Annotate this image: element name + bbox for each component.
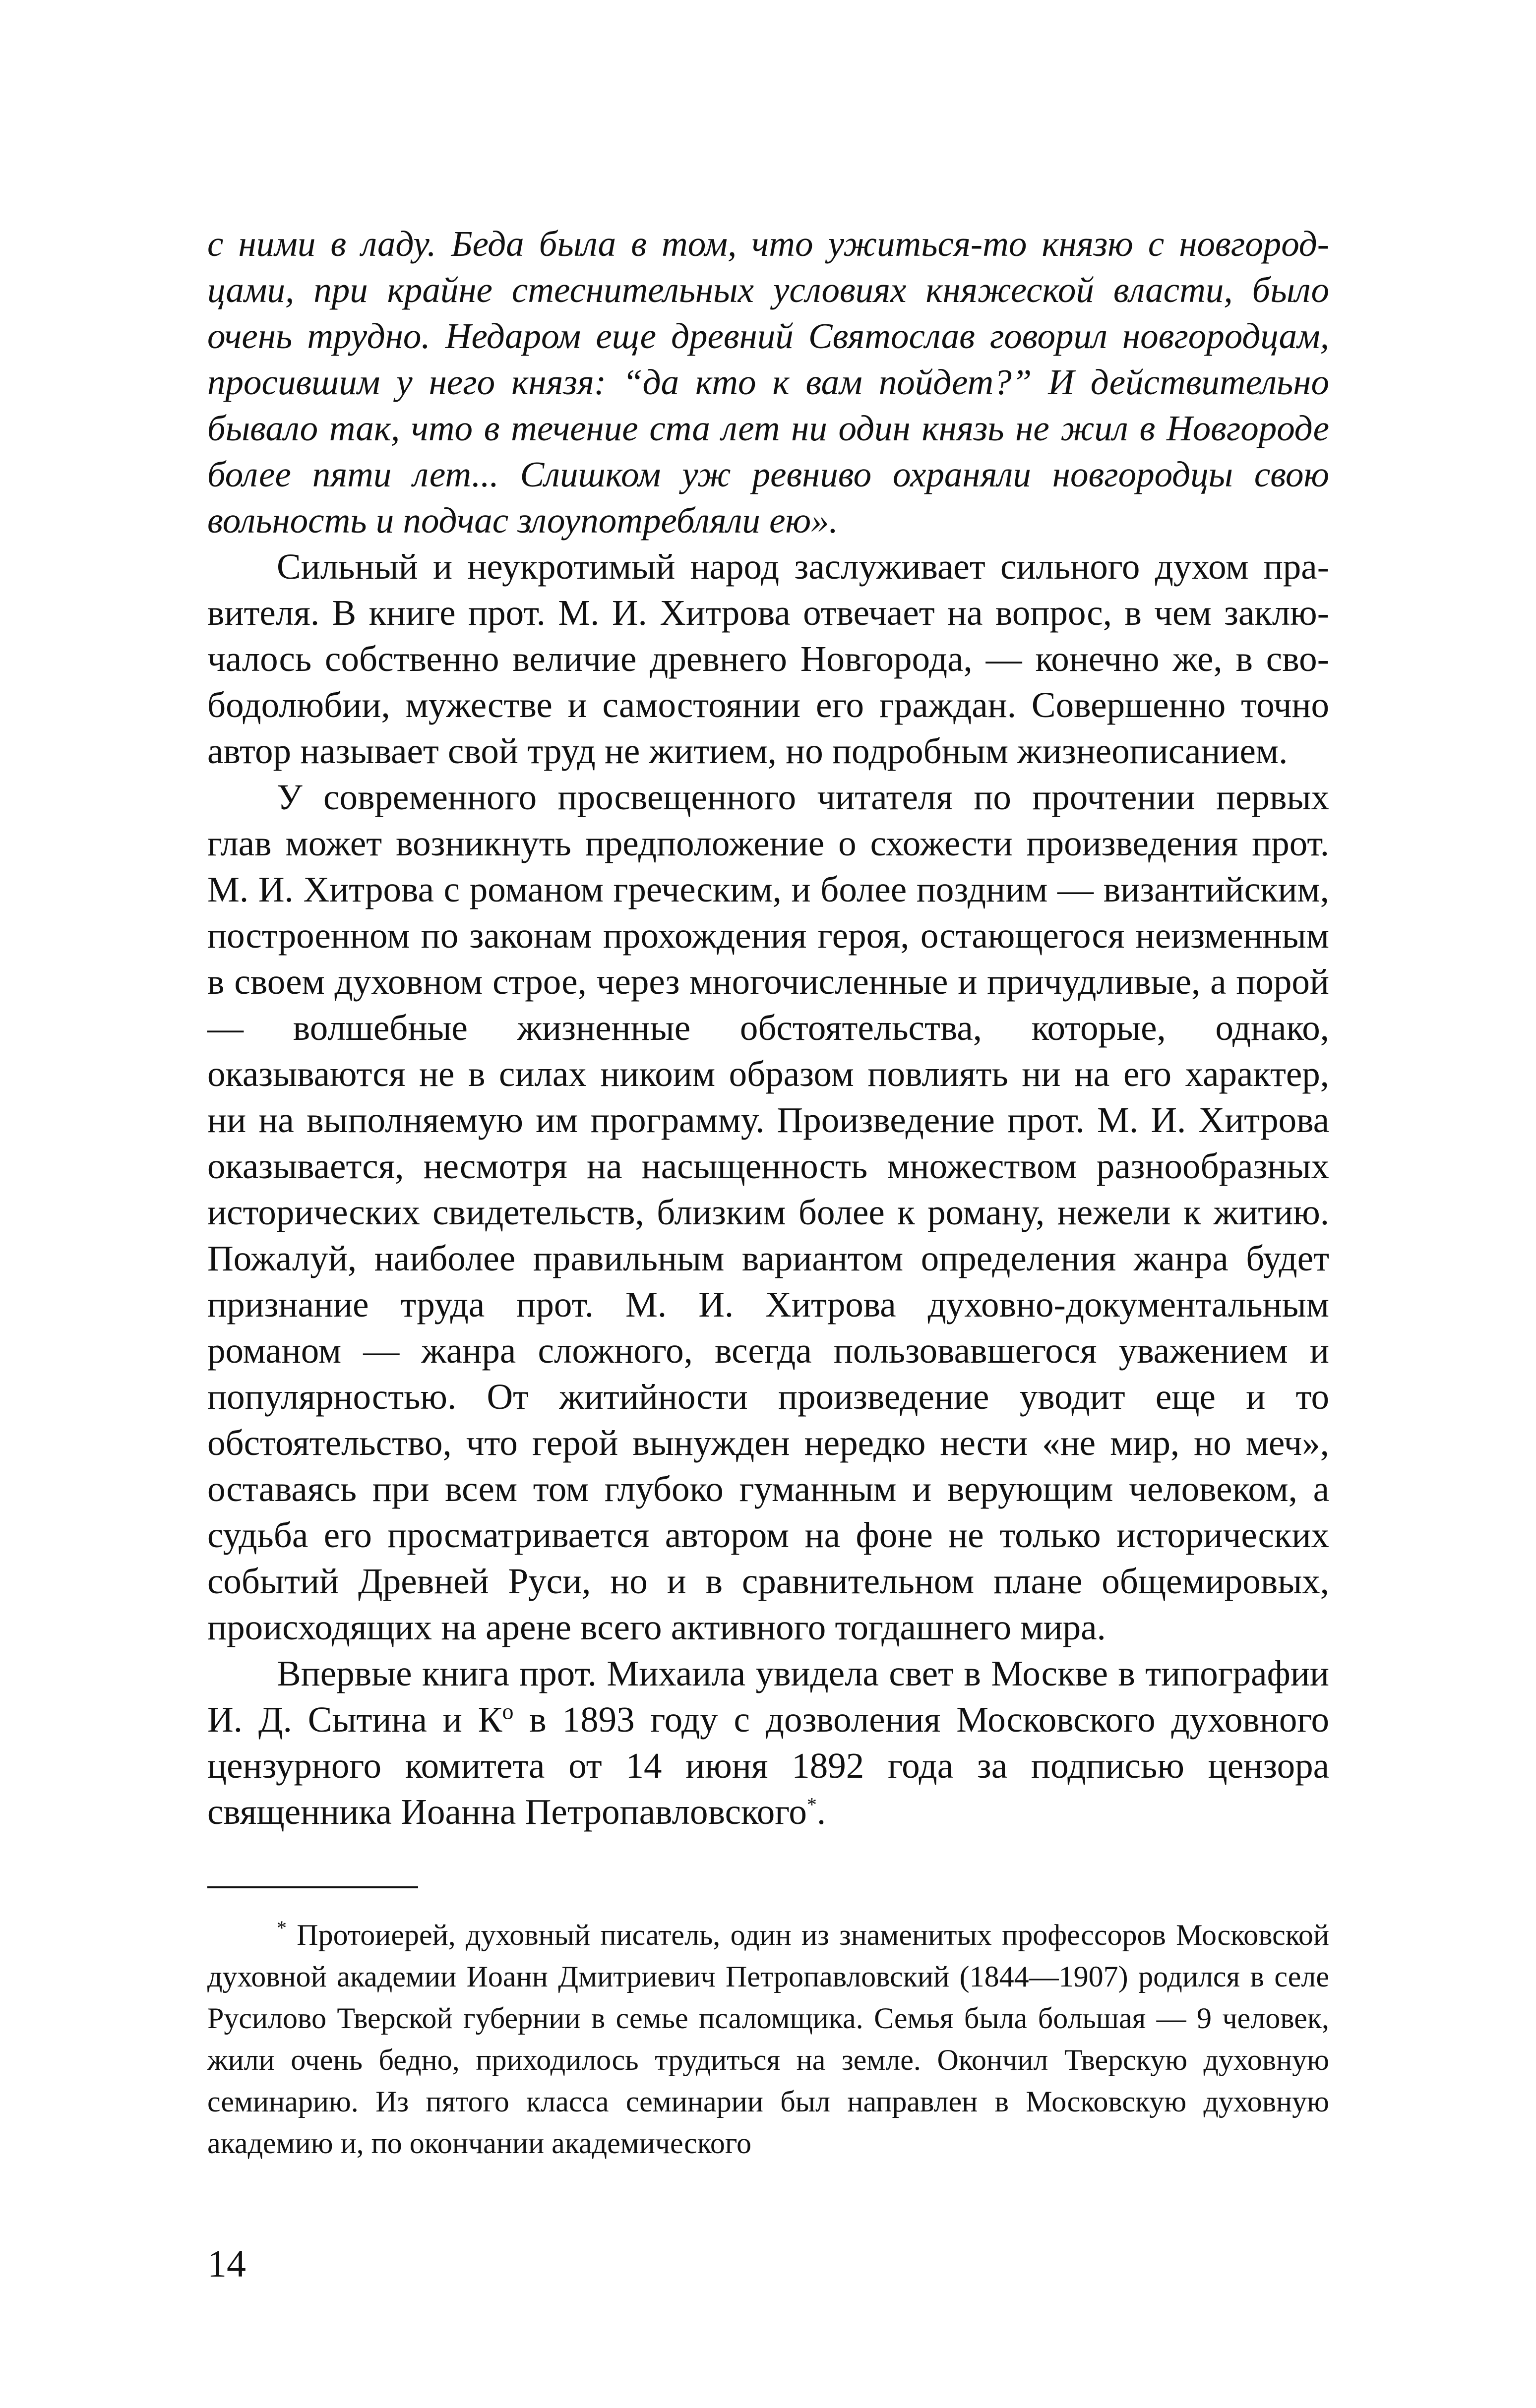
- footnote-marker: *: [277, 1917, 287, 1939]
- footnote: [207, 1914, 1329, 2164]
- paragraph-3-text-a: Впервые книга прот. Михаила увидела свет в Москве в типографии И. Д. Сытина и К: [207, 1653, 1329, 1740]
- page-number: 14: [207, 2242, 246, 2285]
- paragraph-3-text-b: в 1893 году с дозволения Московского духовного цензурного комитета от 14 июня 1892 года за подписью цензора священника Иоанна Петропавловского: [207, 1699, 1330, 1832]
- superscript-o: о: [502, 1698, 514, 1724]
- footnote-text: Протоиерей, духовный писатель, один из знаменитых профессоров Московской духовной академии Иоанн Дмитриевич Петропавловский (1844—1907) родился в селе Русилово Тверской губернии в семье псаломщика. Семья была большая — 9 человек, жили очень бедно, приходилось трудиться на земле. Окончил Тверскую духовную семинарию. Из пятого класса семинарии был направлен в Московскую духовную академию и, по окончании академического: [207, 1919, 1329, 2160]
- paragraph-1: Сильный и неукротимый народ заслуживает сильного духом правителя. В книге прот. М. И. Хитрова отвечает на вопрос, в чем заключалось собственно величие древнего Новгорода, — конечно же, в свободолюбии, мужестве и самостоянии его граждан. Совершенно точно автор называет свой труд не житием, но подробным жизнеописанием.: [207, 546, 1329, 771]
- paragraph-2: У современного просвещенного читателя по прочтении первых глав может возникнуть предположение о схожести произведения прот. М. И. Хитрова с романом греческим, и более поздним — византийским, построенном по законам прохождения героя, остающегося неизменным в своем духовном строе, через многочисленные и причудливые, а порой — волшебные жизненные обстоятельства, которые, однако, оказываются не в силах никоим образом повлиять ни на его характер, ни на выполняемую им программу. Произведение прот. М. И. Хитрова оказывается, несмотря на насыщенность множеством разнообразных исторических свидетельств, близким более к роману, нежели к житию. Пожалуй, наиболее правильным вариантом определения жанра будет признание труда прот. М. И. Хитрова духовно-документальным романом — жанра сложного, всегда пользовавшегося уважением и популярностью. От житийности произведение уводит еще и то обстоятельство, что герой вынужден нередко нести «не мир, но меч», оставаясь при всем том глубоко гуманным и верующим человеком, а судьба его просматривается автором на фоне не только исторических событий Древней Руси, но и в сравнительном плане общемировых, происходящих на арене всего активного тогдашнего мира.: [207, 777, 1329, 1647]
- footnote-reference-marker: *: [806, 1793, 817, 1816]
- paragraph-3-text-c: .: [816, 1792, 826, 1832]
- paragraph-3: [207, 1650, 1329, 1835]
- footnote-divider: [207, 1886, 418, 1888]
- main-text: [207, 221, 1329, 1835]
- quote-paragraph: с ними в ладу. Беда была в том, что ужиться-то князю с новгородцами, при крайне стеснительных условиях княжеской власти, было очень трудно. Недаром еще древний Святослав говорил новгородцам, просившим у него князя: “да кто к вам пойдет?” И действительно бывало так, что в течение ста лет ни один князь не жил в Новгороде более пяти лет... Слишком уж ревниво охраняли новгородцы свою вольность и подчас злоупотребляли ею».: [207, 224, 1329, 541]
